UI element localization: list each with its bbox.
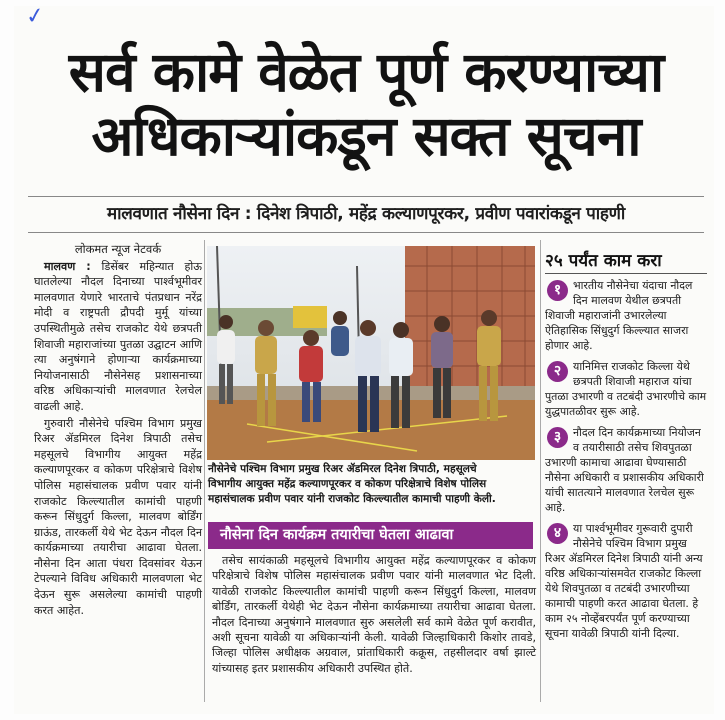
byline: लोकमत न्यूज नेटवर्क (74, 242, 162, 256)
article-body (34, 242, 202, 619)
point-number-badge: ४ (547, 523, 568, 544)
sidebar-box (545, 246, 707, 647)
article-paragraph (34, 259, 202, 415)
headline-line-2: अधिकाऱ्यांकडून सक्त सूचना (91, 103, 641, 168)
sidebar-title: २५ पर्यंत काम करा (545, 251, 662, 271)
divider (28, 196, 704, 197)
photo-caption (208, 462, 536, 507)
photo-illustration (207, 246, 535, 460)
divider (545, 273, 707, 274)
point-number-badge: ३ (547, 427, 568, 448)
column-divider (204, 240, 205, 702)
column-divider (540, 240, 541, 702)
article-paragraph: गुरुवारी नौसेनेचे पश्चिम विभाग प्रमुख रिअर ॲडमिरल दिनेश त्रिपाठी तसेच महसूलचे विभागीय आयुक्त महेंद्र कल्याणपूरकर व कोकण परिक्षेत्राचे विशेष पोलिस महासंचालक प्रवीण पवार यांनी राजकोट किल्ल्यातील कामांची पाहणी करून सिंधुदुर्ग किल्ला, मालवण बोर्डिंग ग्राऊंड, तारकर्ली येथे भेट देऊन नौदल दिन कार्यक्रमाच्या तयारीचा आढावा घेतला. नौसेना दिन आता पंधरा दिवसांवर येऊन टेपल्याने विविध अधिकारी मालवणला भेट देऊन सुरू असलेल्या कामांची पाहणी करत आहेत. (34, 416, 202, 617)
checkmark-icon: ✓ (24, 2, 47, 31)
caption-line: नौसेनेचे पश्चिम विभाग प्रमुख रिअर ॲडमिरल दिनेश त्रिपाठी, महसूलचे (208, 463, 477, 475)
sidebar-point (545, 425, 707, 515)
divider (28, 232, 704, 233)
point-text: या पार्श्वभूमीवर गुरूवारी दुपारी नौसेनेचे पश्चिम विभाग प्रमुख रिअर ॲडमिरल दिनेश त्रिपाठी यांनी अन्य वरिष्ठ अधिकाऱ्यांसमवेत राजकोट किल्ला येथे शिवपुतळा व तटबंदी उभारणीच्या कामाची पाहणी करत आढावा घेतला. हे काम २५ नोव्हेंबरपर्यंत पूर्ण करण्याच्या सूचना यावेळी त्रिपाठी यांनी दिल्या. (545, 522, 703, 640)
dateline: मालवण : (44, 259, 91, 273)
point-number-badge: १ (547, 280, 568, 301)
headline-line-1: सर्व कामे वेळेत पूर्ण करण्याच्या (68, 39, 664, 104)
point-text: भारतीय नौसेनेचा यंदाचा नौदल दिन मालवण येथील छत्रपती शिवाजी महाराजांनी उभारलेल्या ऐतिहासिक सिंधुदुर्ग किल्ल्यात साजरा होणार आहे. (545, 279, 693, 352)
caption-line: महासंचालक प्रवीण पवार यांनी राजकोट किल्ल्यातील कामाची पाहणी केली. (208, 493, 496, 505)
news-photo (207, 246, 535, 460)
section-banner: नौसेना दिन कार्यक्रम तयारीचा घेतला आढावा (208, 522, 533, 549)
article-paragraph: तसेच सायंकाळी महसूलचे विभागीय आयुक्त महेंद्र कल्याणपूरकर व कोकण परिक्षेत्राचे विशेष पोलिस महासंचालक प्रवीण पवार यांनी मालवणात भेट दिली. यावेळी राजकोट किल्ल्यातील कामांची पाहणी करून सिंधुदुर्ग किल्ला, मालवण बोर्डिंग, तारकर्ली येथेही भेट देऊन नौसेना कार्यक्रमाच्या तयारीचा आढावा घेतला. नौदल दिनाच्या अनुषंगाने मालवणात सुरु असलेली सर्व कामे वेळेत पूर्ण करावीत, अशी सूचना यावेळी या अधिकाऱ्यांनी केली. यावेळी जिल्हाधिकारी किशोर तावडे, जिल्हा पोलिस अधीक्षक अग्रवाल, प्रांताधिकारी कक्रूस, तहसीलदार वर्षा झाल्टे यांच्यासह इतर प्रशासकीय अधिकारी उपस्थित होते. (212, 554, 536, 675)
subheadline: मालवणात नौसेना दिन : दिनेश त्रिपाठी, महेंद्र कल्याणपूरकर, प्रवीण पवारांकडून पाहणी (106, 204, 626, 224)
point-number-badge: २ (547, 361, 568, 382)
caption-line: विभागीय आयुक्त महेंद्र कल्याणपूरकर व कोकण परिक्षेत्राचे विशेष पोलिस (208, 478, 487, 490)
sidebar-point (545, 521, 707, 641)
point-text: यानिमित्त राजकोट किल्ला येथे छत्रपती शिवाजी महाराज यांचा पुतळा उभारणी व तटबंदी उभारणीचे काम युद्धपातळीवर सुरू आहे. (545, 360, 707, 418)
sidebar-point (545, 278, 707, 353)
point-text: नौदल दिन कार्यक्रमाच्या नियोजन व तयारीसाठी तसेच शिवपुतळा उभारणी कामाचा आढावा घेण्यासाठी नौसेना अधिकारी व प्रशासकीय अधिकारी यांची सातत्याने मालवणात रेलचेल सुरू आहे. (545, 426, 704, 514)
bottom-article (212, 553, 536, 676)
sidebar-point (545, 359, 707, 419)
paragraph-text: डिसेंबर महिन्यात होऊ घातलेल्या नौदल दिनाच्या पार्श्वभूमीवर मालवणात येणारे भारताचे पंतप्रधान नरेंद्र मोदी व राष्ट्रपती द्रौपदी मुर्मू यांच्या उपस्थितीमुळे तसेच राजकोट येथे छत्रपती शिवाजी महाराजांच्या पुतळा उद्घाटन आणि त्या अनुषंगाने होणाऱ्या कार्यक्रमाच्या नियोजनासाठी नौसेनेसह प्रशासनाच्या वरिष्ठ अधिकाऱ्यांची मालवणात रेलचेल वाढली आहे. (34, 259, 202, 413)
